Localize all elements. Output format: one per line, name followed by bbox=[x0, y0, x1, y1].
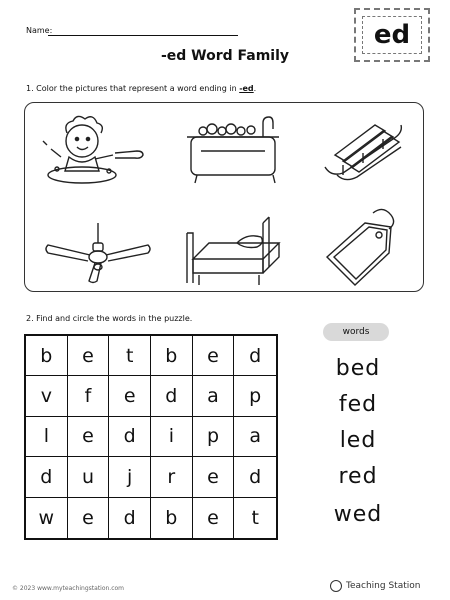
puzzle-cell[interactable]: e bbox=[193, 457, 235, 497]
copyright-text: © 2023 www.myteachingstation.com bbox=[12, 585, 125, 592]
puzzle-cell[interactable]: d bbox=[109, 417, 151, 457]
word-search-grid bbox=[24, 334, 278, 540]
puzzle-cell[interactable]: b bbox=[26, 336, 68, 376]
puzzle-cell[interactable]: e bbox=[68, 498, 110, 538]
puzzle-cell[interactable]: d bbox=[26, 457, 68, 497]
instruction-2: 2. Find and circle the words in the puzzle. bbox=[26, 314, 193, 323]
puzzle-cell[interactable]: d bbox=[109, 498, 151, 538]
word-item: bed bbox=[335, 356, 381, 381]
puzzle-cell[interactable]: f bbox=[68, 376, 110, 416]
word-item: red bbox=[338, 464, 378, 489]
puzzle-cell[interactable]: a bbox=[234, 417, 276, 457]
puzzle-cell[interactable]: l bbox=[26, 417, 68, 457]
puzzle-cell[interactable]: d bbox=[151, 376, 193, 416]
word-item: fed bbox=[338, 392, 378, 417]
puzzle-cell[interactable]: e bbox=[193, 498, 235, 538]
puzzle-cell[interactable]: v bbox=[26, 376, 68, 416]
baby-eating-icon[interactable] bbox=[37, 111, 147, 191]
puzzle-cell[interactable]: e bbox=[193, 336, 235, 376]
bathtub-icon[interactable] bbox=[183, 111, 283, 191]
instruction-1-suffix: -ed bbox=[239, 84, 254, 93]
puzzle-cell[interactable]: e bbox=[68, 417, 110, 457]
words-heading: words bbox=[323, 323, 389, 341]
puzzle-cell[interactable]: d bbox=[234, 457, 276, 497]
puzzle-cell[interactable]: j bbox=[109, 457, 151, 497]
brand-logo bbox=[330, 580, 420, 592]
title-suffix: -ed bbox=[160, 48, 187, 64]
word-item: wed bbox=[333, 502, 383, 527]
sled-icon[interactable] bbox=[317, 115, 407, 190]
brand-name: Teaching Station bbox=[346, 581, 421, 591]
name-label: Name: bbox=[26, 26, 53, 35]
word-family-badge bbox=[354, 8, 430, 62]
bed-icon[interactable] bbox=[177, 213, 287, 288]
puzzle-cell[interactable]: r bbox=[151, 457, 193, 497]
puzzle-cell[interactable]: e bbox=[109, 376, 151, 416]
word-item: led bbox=[339, 428, 377, 453]
puzzle-cell[interactable]: i bbox=[151, 417, 193, 457]
name-line bbox=[48, 35, 238, 36]
puzzle-cell[interactable]: w bbox=[26, 498, 68, 538]
puzzle-cell[interactable]: b bbox=[151, 498, 193, 538]
puzzle-cell[interactable]: t bbox=[109, 336, 151, 376]
puzzle-cell[interactable]: u bbox=[68, 457, 110, 497]
instruction-1 bbox=[26, 84, 256, 93]
instruction-1-text: 1. Color the pictures that represent a word ending in bbox=[26, 84, 240, 93]
puzzle-cell[interactable]: t bbox=[251, 506, 259, 529]
puzzle-cell[interactable]: e bbox=[68, 336, 110, 376]
tag-icon[interactable] bbox=[325, 205, 415, 290]
ceiling-fan-icon[interactable] bbox=[43, 221, 153, 286]
title-rest: Word Family bbox=[186, 48, 290, 64]
badge-text: ed bbox=[362, 16, 422, 54]
puzzle-cell[interactable]: a bbox=[193, 376, 235, 416]
puzzle-cell[interactable]: b bbox=[151, 336, 193, 376]
teaching-station-logo-icon bbox=[330, 580, 342, 592]
pictures-panel bbox=[24, 102, 424, 292]
instruction-1-end: . bbox=[253, 84, 257, 93]
puzzle-cell[interactable]: p bbox=[193, 417, 235, 457]
puzzle-cell[interactable]: d bbox=[234, 336, 276, 376]
puzzle-cell[interactable]: p bbox=[234, 376, 276, 416]
